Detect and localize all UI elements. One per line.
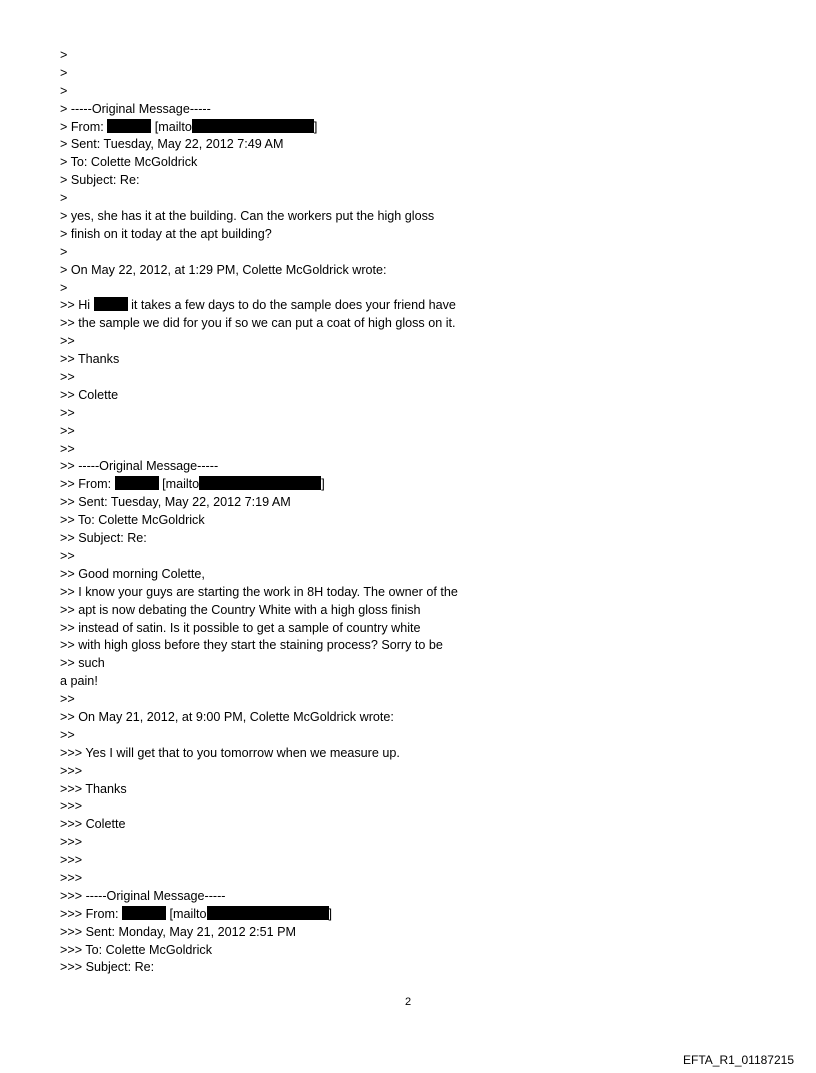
text-line: > -----Original Message----- — [60, 101, 211, 116]
text-line: >>> — [60, 763, 83, 778]
text-line: >> — [60, 370, 75, 385]
text-line: >> Subject: Re: — [60, 531, 147, 546]
redaction-block — [115, 476, 159, 490]
text-line: > — [60, 280, 68, 295]
text-line: > Sent: Tuesday, May 22, 2012 7:49 AM — [60, 137, 284, 152]
from-label: >>> From: — [60, 906, 122, 921]
text-line: >>> To: Colette McGoldrick — [60, 942, 213, 957]
mailto-label: [mailto — [165, 906, 207, 921]
greeting-label: >> Hi — [60, 298, 94, 313]
redaction-block — [94, 297, 128, 311]
text-line: >>> Thanks — [60, 781, 127, 796]
bracket: ] — [321, 477, 325, 492]
text-line: >>> Yes I will get that to you tomorrow when we measure up. — [60, 745, 400, 760]
line-text: it takes a few days to do the sample does your friend have — [127, 298, 456, 313]
redaction-block — [192, 119, 314, 133]
text-line: >> Sent: Tuesday, May 22, 2012 7:19 AM — [60, 495, 291, 510]
text-line: > On May 22, 2012, at 1:29 PM, Colette McGoldrick wrote: — [60, 262, 387, 277]
text-line: >> On May 21, 2012, at 9:00 PM, Colette McGoldrick wrote: — [60, 709, 394, 724]
bracket: ] — [313, 119, 318, 134]
text-line: >> — [60, 334, 75, 349]
text-line: >>> -----Original Message----- — [60, 888, 226, 903]
text-line: > — [60, 48, 68, 62]
text-line: >>> Sent: Monday, May 21, 2012 2:51 PM — [60, 924, 297, 939]
text-line: >> — [60, 423, 75, 438]
text-line: >> To: Colette McGoldrick — [60, 513, 205, 528]
text-line: > finish on it today at the apt building? — [60, 226, 272, 241]
text-line: >>> — [60, 799, 83, 814]
text-line: > — [60, 83, 68, 98]
from-label: >> From: — [60, 477, 115, 492]
text-line: >>> — [60, 853, 83, 868]
text-line: > — [60, 244, 68, 259]
text-line: > Subject: Re: — [60, 173, 140, 188]
text-line: >> Thanks — [60, 352, 120, 367]
email-body — [60, 47, 760, 977]
document-id: EFTA_R1_01187215 — [683, 1053, 794, 1067]
text-line: >> -----Original Message----- — [60, 459, 219, 474]
text-line: >>> Colette — [60, 817, 126, 832]
text-line: > — [60, 65, 68, 80]
redaction-block — [107, 119, 151, 133]
text-line: >> — [60, 441, 75, 456]
text-line: >> apt is now debating the Country White with a high gloss finish — [60, 602, 421, 617]
text-line: >> Good morning Colette, — [60, 566, 205, 581]
redaction-block — [122, 906, 166, 920]
text-line: >> — [60, 727, 75, 742]
text-line — [60, 476, 760, 494]
text-line — [60, 906, 760, 924]
text-line: >>> Subject: Re: — [60, 960, 155, 975]
text-line — [60, 297, 760, 315]
mailto-label: [mailto — [151, 119, 192, 134]
mailto-label: [mailto — [158, 477, 200, 492]
text-line: > — [60, 191, 68, 206]
text-line: >> — [60, 692, 75, 707]
page-number: 2 — [404, 996, 412, 1008]
from-label: > From: — [60, 119, 108, 134]
text-line — [60, 119, 760, 137]
text-line: >> — [60, 548, 75, 563]
text-line: > yes, she has it at the building. Can the workers put the high gloss — [60, 209, 435, 224]
text-line: >> the sample we did for you if so we can put a coat of high gloss on it. — [60, 316, 456, 331]
text-line: > To: Colette McGoldrick — [60, 155, 198, 170]
text-line: >> Colette — [60, 387, 119, 402]
text-line: >>> — [60, 835, 83, 850]
text-line: >>> — [60, 870, 83, 885]
redaction-block — [207, 906, 329, 920]
redaction-block — [199, 476, 321, 490]
text-line: >> instead of satin. Is it possible to get a sample of country white — [60, 620, 421, 635]
text-line: >> with high gloss before they start the staining process? Sorry to be — [60, 638, 443, 653]
text-line: >> — [60, 405, 75, 420]
bracket: ] — [328, 906, 333, 921]
text-line: >> such — [60, 656, 105, 671]
text-line: >> I know your guys are starting the work in 8H today. The owner of the — [60, 584, 458, 599]
text-line: a pain! — [60, 674, 98, 689]
